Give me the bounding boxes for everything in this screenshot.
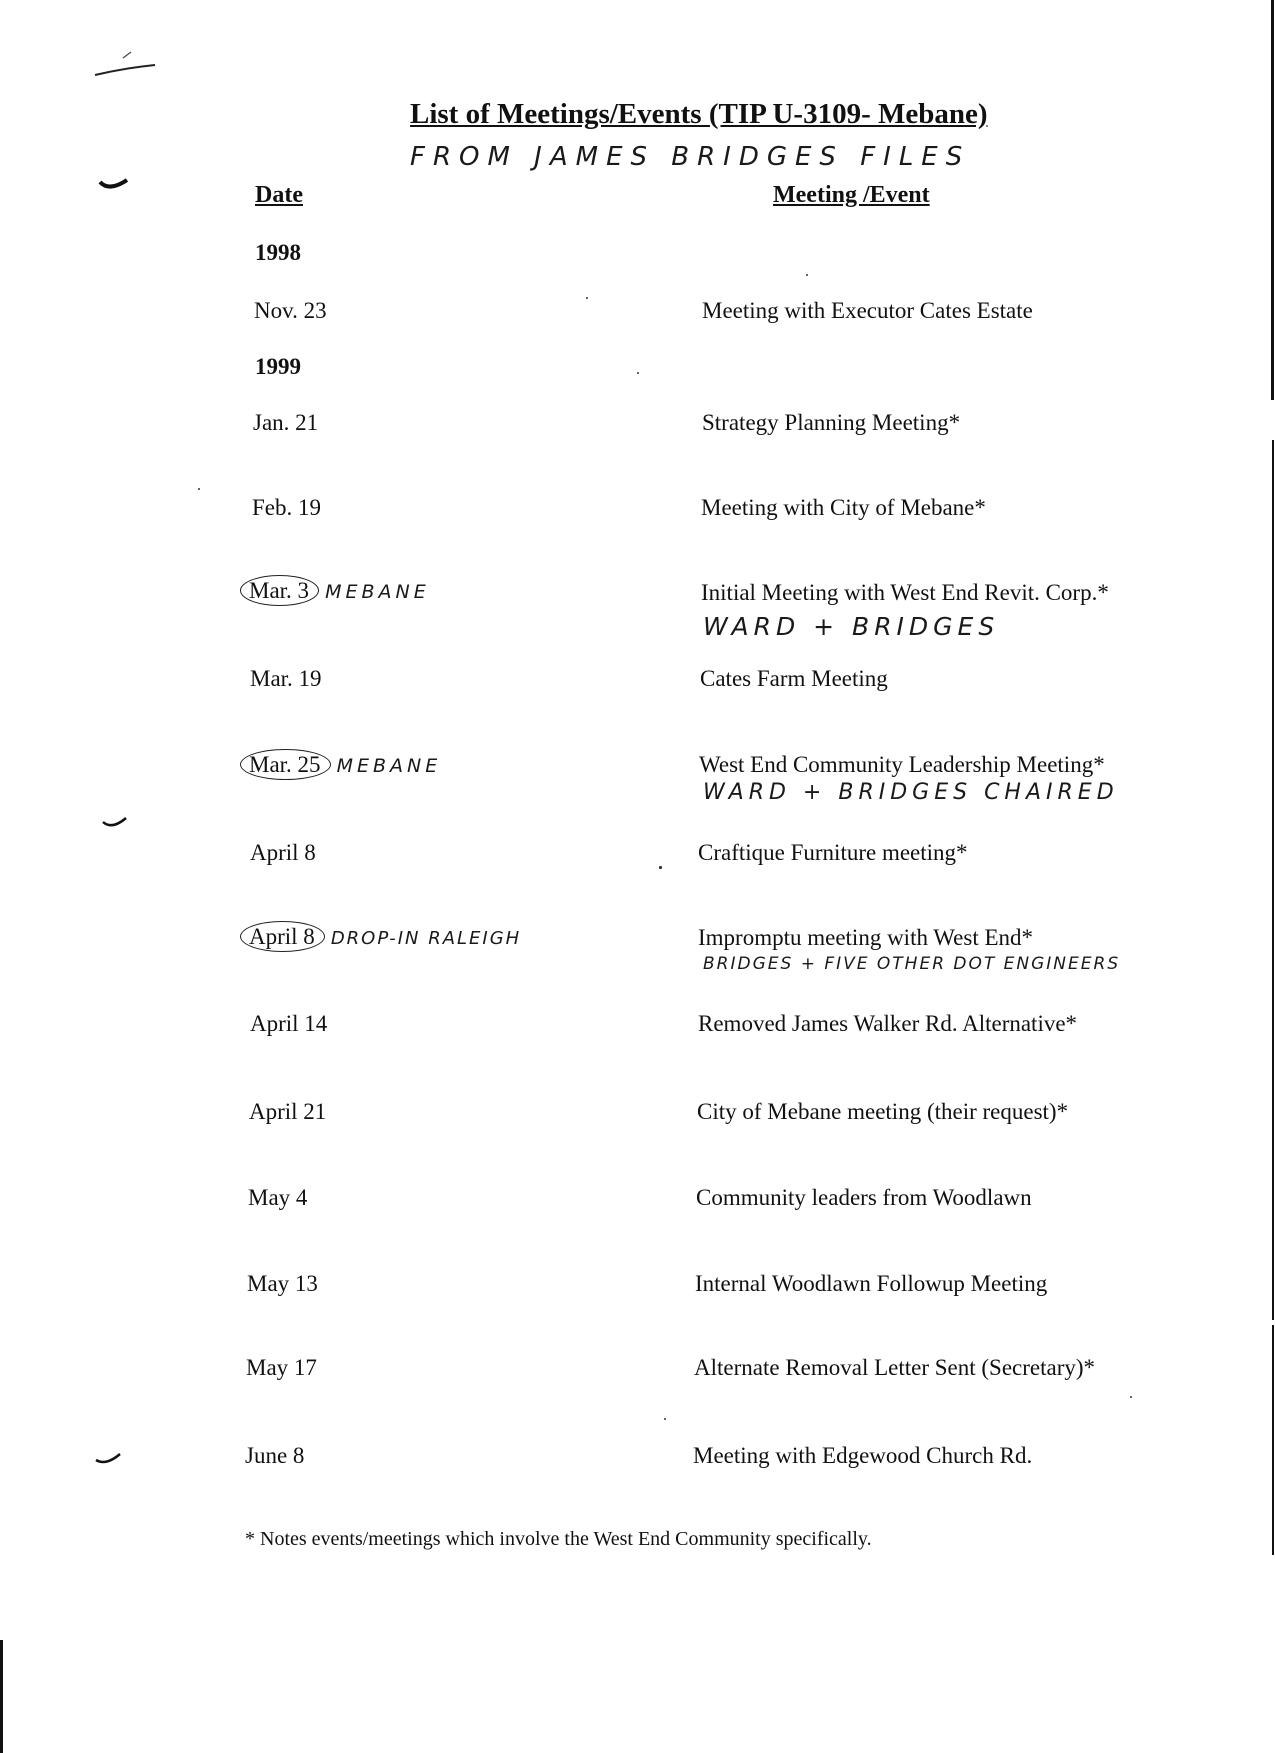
meeting-date: April 21 (249, 1099, 327, 1124)
footnote: * Notes events/meetings which involve the West End Community specifically. (245, 1528, 872, 1550)
meeting-date (240, 578, 430, 604)
meeting-event: Impromptu meeting with West End* (698, 925, 1034, 950)
meeting-date: Mar. 19 (250, 666, 322, 691)
meeting-event: Meeting with Edgewood Church Rd. (693, 1443, 1033, 1468)
scan-speck (637, 372, 639, 374)
scan-speck (806, 274, 808, 276)
scan-speck (659, 866, 662, 869)
circled-date: Mar. 25 (240, 749, 331, 780)
meeting-event: Strategy Planning Meeting* (702, 410, 961, 435)
meeting-event: Craftique Furniture meeting* (698, 840, 968, 865)
scan-edge-line (1272, 440, 1274, 1320)
margin-check-mark (95, 170, 135, 200)
handwritten-date-note: DROP-IN RALEIGH (330, 928, 522, 949)
margin-check-mark (92, 1448, 127, 1473)
meeting-event: City of Mebane meeting (their request)* (697, 1099, 1069, 1124)
year-heading: 1998 (255, 240, 301, 265)
meeting-event: Alternate Removal Letter Sent (Secretary)* (694, 1355, 1096, 1380)
handwritten-event-note: WARD + BRIDGES CHAIRED (703, 780, 1119, 805)
circled-date: April 8 (240, 921, 325, 952)
margin-scribble-mark (85, 40, 165, 90)
meeting-date: May 17 (246, 1355, 317, 1380)
scan-edge-line (1272, 1325, 1274, 1555)
meeting-date: Jan. 21 (253, 410, 319, 435)
scan-speck (664, 1418, 666, 1420)
meeting-event: West End Community Leadership Meeting* (699, 752, 1105, 777)
scan-speck (198, 488, 200, 490)
page-title: List of Meetings/Events (TIP U-3109- Mebane) (410, 98, 988, 130)
event-column-header: Meeting /Event (773, 182, 930, 208)
meeting-date: Nov. 23 (254, 298, 327, 323)
meeting-date (240, 752, 441, 778)
handwritten-date-note: MEBANE (325, 581, 430, 603)
margin-check-mark (98, 812, 133, 837)
handwritten-date-note: MEBANE (336, 755, 442, 777)
scan-edge-line (0, 1640, 3, 1753)
meeting-event: Community leaders from Woodlawn (696, 1185, 1032, 1210)
scan-edge-line (1271, 0, 1274, 400)
circled-date: Mar. 3 (240, 575, 319, 606)
meeting-event: Internal Woodlawn Followup Meeting (695, 1271, 1048, 1296)
meeting-date (240, 924, 521, 950)
year-heading: 1999 (255, 354, 301, 379)
meeting-event: Meeting with City of Mebane* (701, 495, 986, 520)
meeting-date: June 8 (245, 1443, 305, 1468)
handwritten-event-note: WARD + BRIDGES (703, 612, 1000, 641)
scan-speck (1130, 1396, 1132, 1398)
meeting-event: Meeting with Executor Cates Estate (702, 298, 1033, 323)
meeting-date: May 4 (248, 1185, 308, 1210)
meeting-date: May 13 (247, 1271, 318, 1296)
meeting-date: Feb. 19 (252, 495, 321, 520)
meeting-event: Initial Meeting with West End Revit. Corp.* (701, 580, 1109, 605)
handwritten-event-note: BRIDGES + FIVE OTHER DOT ENGINEERS (703, 954, 1121, 974)
meeting-event: Cates Farm Meeting (700, 666, 888, 691)
meeting-date: April 8 (250, 840, 316, 865)
date-column-header: Date (255, 182, 303, 208)
meeting-event: Removed James Walker Rd. Alternative* (698, 1011, 1078, 1036)
meeting-date: April 14 (250, 1011, 328, 1036)
scan-speck (586, 297, 588, 299)
handwritten-subtitle: FROM JAMES BRIDGES FILES (410, 142, 971, 172)
